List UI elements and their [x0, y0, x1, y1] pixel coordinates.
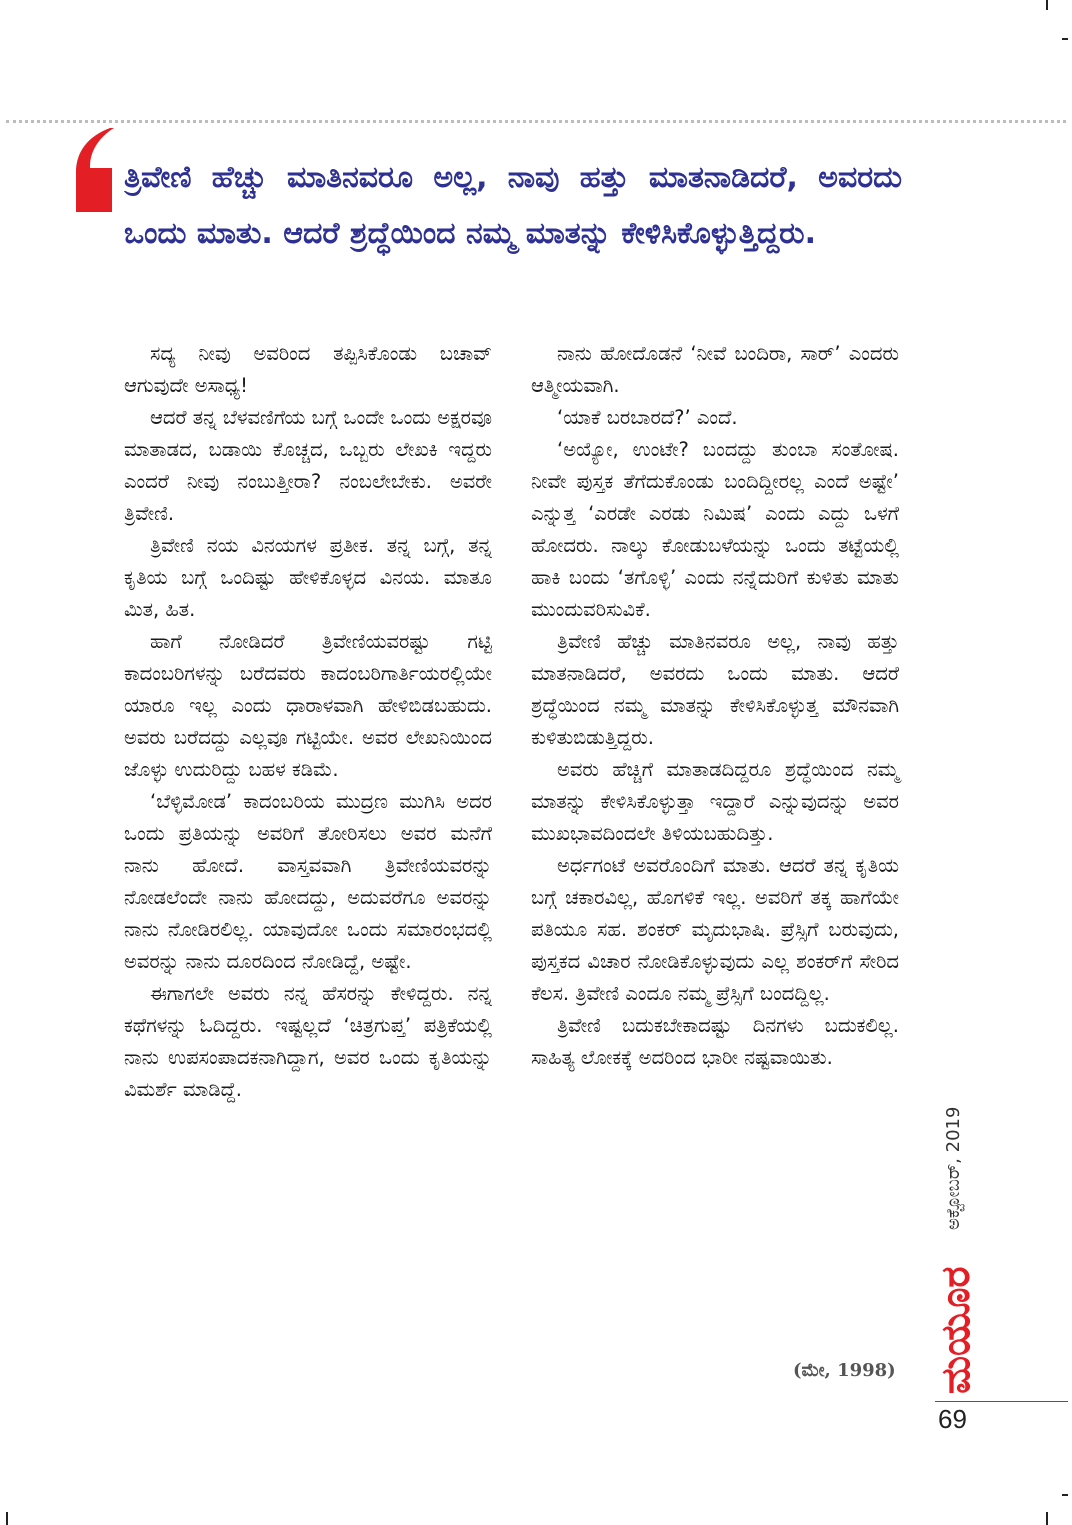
paragraph: ‘ಬೆಳ್ಳಿಮೋಡ’ ಕಾದಂಬರಿಯ ಮುದ್ರಣ ಮುಗಿಸಿ ಅದರ ಒಂದು ಪ್ರತಿಯನ್ನು ಅವರಿಗೆ ತೋರಿಸಲು ಅವರ ಮನೆಗೆ ನಾನು ಹೋದೆ. ವಾಸ್ತವವಾಗಿ ತ್ರಿವೇಣಿಯವರನ್ನು ನೋಡಲೆಂದೇ ನಾನು ಹೋದದ್ದು, ಅದುವರೆಗೂ ಅವರನ್ನು ನಾನು ನೋಡಿರಲಿಲ್ಲ. ಯಾವುದೋ ಒಂದು ಸಮಾರಂಭದಲ್ಲಿ ಅವರನ್ನು ನಾನು ದೂರದಿಂದ ನೋಡಿದ್ದೆ, ಅಷ್ಟೇ. [124, 790, 492, 973]
paragraph: ಅರ್ಧಗಂಟೆ ಅವರೊಂದಿಗೆ ಮಾತು. ಆದರೆ ತನ್ನ ಕೃತಿಯ ಬಗ್ಗೆ ಚಕಾರವಿಲ್ಲ, ಹೊಗಳಿಕೆ ಇಲ್ಲ. ಅವರಿಗೆ ತಕ್ಕ ಹಾಗೆಯೇ ಪತಿಯೂ ಸಹ. ಶಂಕರ್ ಮೃದುಭಾಷಿ. ಪ್ರೆಸ್ಸಿಗೆ ಬರುವುದು, ಪುಸ್ತಕದ ವಿಚಾರ ನೋಡಿಕೊಳ್ಳುವುದು ಎಲ್ಲ ಶಂಕರ್‌ಗೆ ಸೇರಿದ ಕೆಲಸ. ತ್ರಿವೇಣಿ ಎಂದೂ ನಮ್ಮ ಪ್ರೆಸ್ಸಿಗೆ ಬಂದದ್ದಿಲ್ಲ. [531, 854, 899, 1005]
crop-mark [1062, 38, 1068, 40]
crop-mark [1046, 0, 1048, 10]
paragraph: ಹಾಗೆ ನೋಡಿದರೆ ತ್ರಿವೇಣಿಯವರಷ್ಟು ಗಟ್ಟಿ ಕಾದಂಬರಿಗಳನ್ನು ಬರೆದವರು ಕಾದಂಬರಿಗಾರ್ತಿಯರಲ್ಲಿಯೇ ಯಾರೂ ಇಲ್ಲ ಎಂದು ಧಾರಾಳವಾಗಿ ಹೇಳಿಬಿಡಬಹುದು. ಅವರು ಬರೆದದ್ದು ಎಲ್ಲವೂ ಗಟ್ಟಿಯೇ. ಅವರ ಲೇಖನಿಯಿಂದ ಜೊಳ್ಳು ಉದುರಿದ್ದು ಬಹಳ ಕಡಿಮೆ. [124, 630, 492, 781]
paragraph: ತ್ರಿವೇಣಿ ಬದುಕಬೇಕಾದಷ್ಟು ದಿನಗಳು ಬದುಕಲಿಲ್ಲ. ಸಾಹಿತ್ಯ ಲೋಕಕ್ಕೆ ಅದರಿಂದ ಭಾರೀ ನಷ್ಟವಾಯಿತು. [531, 1014, 899, 1069]
paragraph: ‘ಅಯ್ಯೋ, ಉಂಟೇ? ಬಂದದ್ದು ತುಂಬಾ ಸಂತೋಷ. ನೀವೇ ಪುಸ್ತಕ ತೆಗೆದುಕೊಂಡು ಬಂದಿದ್ದೀರಲ್ಲ ಎಂದೆ ಅಷ್ಟೇ’ ಎನ್ನುತ್ತ ‘ಎರಡೇ ಎರಡು ನಿಮಿಷ’ ಎಂದು ಎದ್ದು ಒಳಗೆ ಹೋದರು. ನಾಲ್ಕು ಕೋಡುಬಳೆಯನ್ನು ಒಂದು ತಟ್ಟೆಯಲ್ಲಿ ಹಾಕಿ ಬಂದು ‘ತಗೊಳ್ಳಿ’ ಎಂದು ನನ್ನೆದುರಿಗೆ ಕುಳಿತು ಮಾತು ಮುಂದುವರಿಸುವಿಕೆ. [531, 438, 899, 621]
paragraph: ತ್ರಿವೇಣಿ ನಯ ವಿನಯಗಳ ಪ್ರತೀಕ. ತನ್ನ ಬಗ್ಗೆ, ತನ್ನ ಕೃತಿಯ ಬಗ್ಗೆ ಒಂದಿಷ್ಟು ಹೇಳಿಕೊಳ್ಳದ ವಿನಯ. ಮಾತೂ ಮಿತ, ಹಿತ. [124, 534, 492, 621]
crop-mark [1062, 1494, 1068, 1496]
paragraph: ಆದರೆ ತನ್ನ ಬೆಳವಣಿಗೆಯ ಬಗ್ಗೆ ಒಂದೇ ಒಂದು ಅಕ್ಷರವೂ ಮಾತಾಡದ, ಬಡಾಯಿ ಕೊಚ್ಚದ, ಒಬ್ಬರು ಲೇಖಕಿ ಇದ್ದರು ಎಂದರೆ ನೀವು ನಂಬುತ್ತೀರಾ? ನಂಬಲೇಬೇಕು. ಅವರೇ ತ್ರಿವೇಣಿ. [124, 406, 492, 525]
paragraph: ಅವರು ಹೆಚ್ಚಿಗೆ ಮಾತಾಡದಿದ್ದರೂ ಶ್ರದ್ಧೆಯಿಂದ ನಮ್ಮ ಮಾತನ್ನು ಕೇಳಿಸಿಕೊಳ್ಳುತ್ತಾ ಇದ್ದಾರೆ ಎನ್ನುವುದನ್ನು ಅವರ ಮುಖಭಾವದಿಂದಲೇ ತಿಳಿಯಬಹುದಿತ್ತು. [531, 758, 899, 845]
pull-quote: ತ್ರಿವೇಣಿ ಹೆಚ್ಚು ಮಾತಿನವರೂ ಅಲ್ಲ, ನಾವು ಹತ್ತು ಮಾತನಾಡಿದರೆ, ಅವರದು ಒಂದು ಮಾತು. ಆದರೆ ಶ್ರದ್ಧೆಯಿಂದ ನಮ್ಮ ಮಾತನ್ನು ಕೇಳಿಸಿಕೊಳ್ಳುತ್ತಿದ್ದರು. [124, 160, 902, 251]
paragraph: ಈಗಾಗಲೇ ಅವರು ನನ್ನ ಹೆಸರನ್ನು ಕೇಳಿದ್ದರು. ನನ್ನ ಕಥೆಗಳನ್ನು ಓದಿದ್ದರು. ಇಷ್ಟಲ್ಲದೆ ‘ಚಿತ್ರಗುಪ್ತ’ ಪತ್ರಿಕೆಯಲ್ಲಿ ನಾನು ಉಪಸಂಪಾದಕನಾಗಿದ್ದಾಗ, ಅವರ ಒಂದು ಕೃತಿಯನ್ನು ವಿಮರ್ಶೆ ಮಾಡಿದ್ದೆ. [124, 982, 492, 1101]
paragraph: ತ್ರಿವೇಣಿ ಹೆಚ್ಚು ಮಾತಿನವರೂ ಅಲ್ಲ, ನಾವು ಹತ್ತು ಮಾತನಾಡಿದರೆ, ಅವರದು ಒಂದು ಮಾತು. ಆದರೆ ಶ್ರದ್ಧೆಯಿಂದ ನಮ್ಮ ಮಾತನ್ನು ಕೇಳಿಸಿಕೊಳ್ಳುತ್ತ ಮೌನವಾಗಿ ಕುಳಿತುಬಿಡುತ್ತಿದ್ದರು. [531, 630, 899, 749]
article-date-signoff: (ಮೇ, 1998) [793, 1360, 896, 1381]
page-number: 69 [938, 1404, 967, 1434]
issue-date: ಅಕ್ಟೋಬರ್, 2019 [943, 1106, 964, 1230]
article-column-left [124, 338, 492, 1106]
crop-mark [1046, 1512, 1048, 1525]
magazine-logo: ಮಯೂರ [933, 1266, 979, 1394]
article-column-right [531, 338, 899, 1074]
footer-rule [935, 1401, 1068, 1402]
paragraph: ‘ಯಾಕೆ ಬರಬಾರದೆ?’ ಎಂದೆ. [557, 406, 738, 429]
paragraph: ನಾನು ಹೋದೊಡನೆ ‘ನೀವೆ ಬಂದಿರಾ, ಸಾರ್’ ಎಂದರು ಆತ್ಮೀಯವಾಗಿ. [531, 342, 899, 397]
crop-mark [6, 1512, 8, 1525]
quote-mark-icon [76, 128, 116, 212]
dotted-divider [6, 120, 1066, 123]
paragraph: ಸದ್ಯ ನೀವು ಅವರಿಂದ ತಪ್ಪಿಸಿಕೊಂಡು ಬಚಾವ್ ಆಗುವುದೇ ಅಸಾಧ್ಯ! [124, 342, 492, 397]
